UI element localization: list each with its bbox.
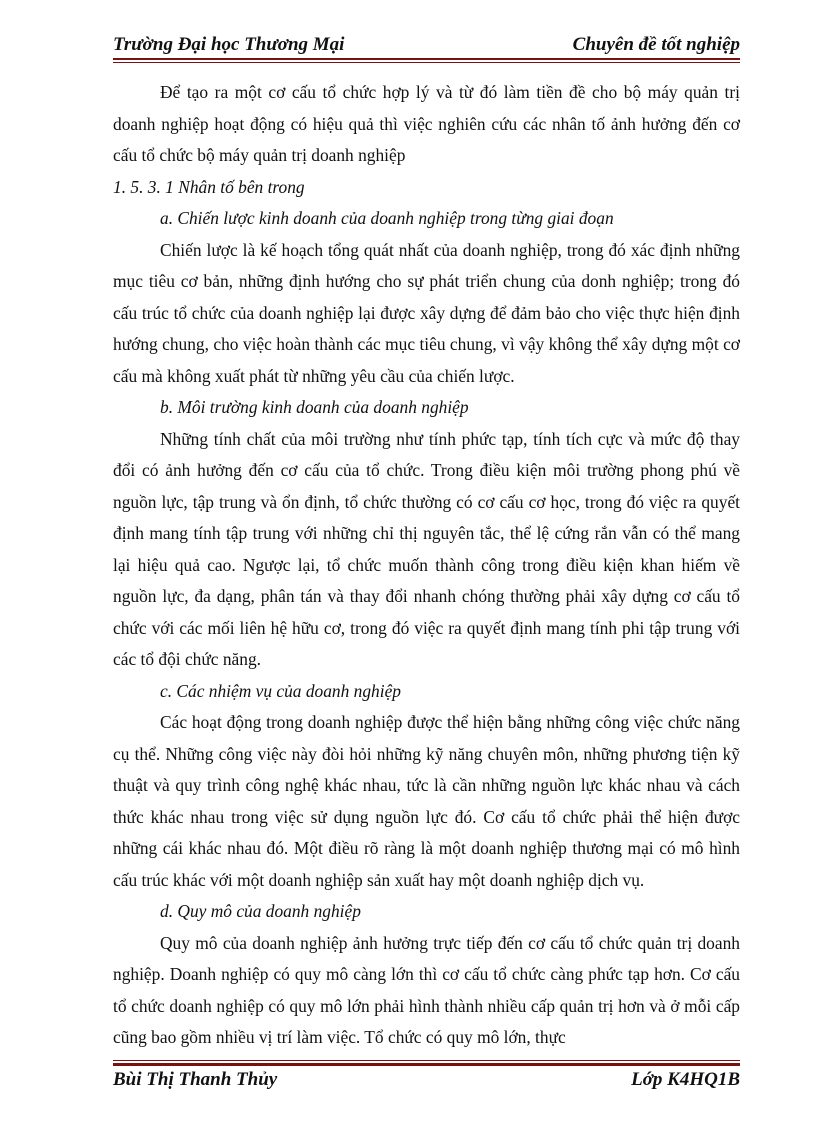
page-footer	[113, 1066, 740, 1094]
paragraph-b: Những tính chất của môi trường như tính phức tạp, tính tích cực và mức độ thay đổi có ảnh hưởng đến cơ cấu của tổ chức. Trong điều kiện môi trường phong phú về nguồn lực, tập trung và ổn định, tổ chức thường có cơ cấu cơ học, trong đó việc ra quyết định mang tính tập trung với những chỉ thị nguyên tắc, thể lệ cứng rắn vẫn có thể mang lại hiệu quả cao. Ngược lại, tổ chức muốn thành công trong điều kiện khan hiếm về nguồn lực, đa dạng, phân tán và thay đổi nhanh chóng thường phải xây dựng cơ cấu tổ chức với các mối liên hệ hữu cơ, trong đó việc ra quyết định mang tính phi tập trung với các tổ đội chức năng.	[113, 428, 740, 669]
footer-class: Lớp K4HQ1B	[631, 1069, 740, 1090]
section-heading: 1. 5. 3. 1 Nhân tố bên trong	[113, 176, 305, 197]
footer-rule-thin	[113, 1060, 740, 1061]
intro-paragraph: Để tạo ra một cơ cấu tổ chức hợp lý và từ đó làm tiền đề cho bộ máy quản trị doanh nghiệp hoạt động có hiệu quả thì việc nghiên cứu các nhân tố ảnh hưởng đến cơ cấu tổ chức bộ máy quản trị doanh nghiệp	[113, 82, 740, 165]
header-report-type: Chuyên đề tốt nghiệp	[572, 34, 740, 55]
header-rule	[113, 58, 740, 60]
subheading-d: d. Quy mô của doanh nghiệp	[160, 901, 361, 921]
subheading-b: b. Môi trường kinh doanh của doanh nghiệp	[160, 397, 469, 417]
subheading-a: a. Chiến lược kinh doanh của doanh nghiệp trong từng giai đoạn	[160, 208, 614, 228]
header-university: Trường Đại học Thương Mại	[113, 34, 345, 55]
paragraph-c: Các hoạt động trong doanh nghiệp được thể hiện bằng những công việc chức năng cụ thể. Những công việc này đòi hỏi những kỹ năng chuyên môn, những phương tiện kỹ thuật và quy trình công nghệ khác nhau, tức là cần những nguồn lực khác nhau và cách thức khác nhau trong việc sử dụng nguồn lực đó. Cơ cấu tổ chức phải thể hiện được những cái khác nhau đó. Một điều rõ ràng là một doanh nghiệp thương mại có mô hình cấu trúc khác với một doanh nghiệp sản xuất hay một doanh nghiệp dịch vụ.	[113, 712, 740, 890]
header-rule-thin	[113, 62, 740, 63]
footer-author: Bùi Thị Thanh Thủy	[113, 1069, 278, 1090]
page-header	[113, 28, 740, 56]
subheading-c: c. Các nhiệm vụ của doanh nghiệp	[160, 680, 401, 701]
paragraph-a: Chiến lược là kế hoạch tổng quát nhất của doanh nghiệp, trong đó xác định những mục tiêu cơ bản, những định hướng cho sự phát triển chung của donh nghiệp; trong đó cấu trúc tổ chức của doanh nghiệp lại được xây dựng để đảm bảo cho việc thực hiện định hướng chung, cho việc hoàn thành các mục tiêu chung, vì vậy không thể xây dựng một cơ cấu mà không xuất phát từ những yêu cầu của chiến lược.	[113, 239, 740, 386]
paragraph-d: Quy mô của doanh nghiệp ảnh hưởng trực tiếp đến cơ cấu tổ chức quản trị doanh nghiệp. Doanh nghiệp có quy mô càng lớn thì cơ cấu tổ chức càng phức tạp hơn. Cơ cấu tổ chức doanh nghiệp có quy mô lớn phải hình thành nhiều cấp quản trị hơn và ở mỗi cấp cũng bao gồm nhiều vị trí làm việc. Tổ chức có quy mô lớn, thực	[113, 932, 740, 1047]
document-body	[113, 77, 740, 1054]
